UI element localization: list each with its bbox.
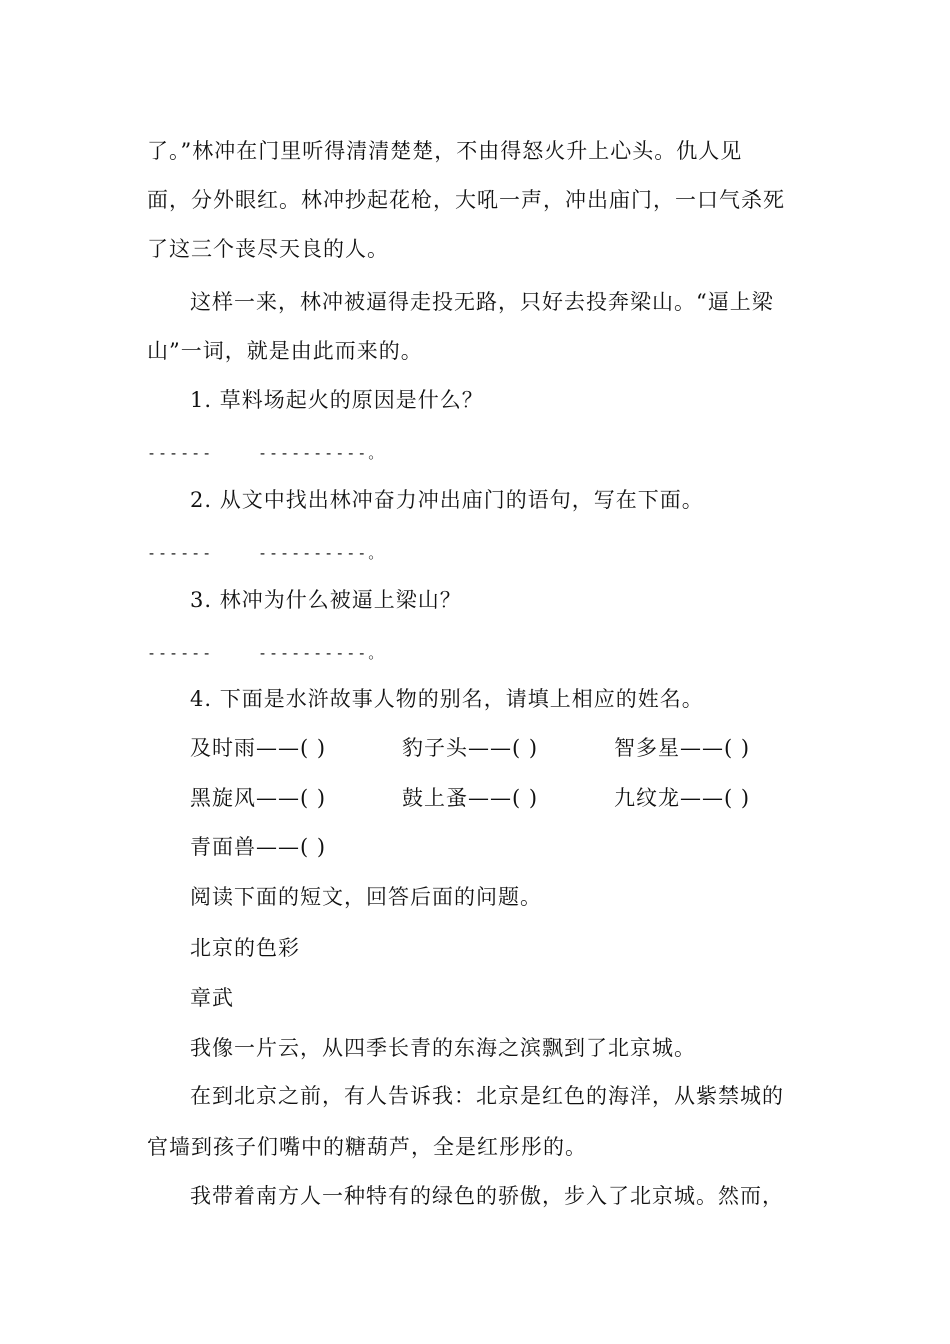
passage2-line: 我带着南方人一种特有的绿色的骄傲，步入了北京城。然而， — [190, 1184, 784, 1208]
passage2-line: 官墙到孩子们嘴中的糖葫芦，全是红彤彤的。 — [147, 1135, 587, 1159]
answer-blank-1-right[interactable]: ----------。 — [258, 444, 386, 462]
answer-blank-2-left[interactable]: ------ — [147, 544, 214, 562]
passage1-line: 了。”林冲在门里听得清清楚楚，不由得怒火升上心头。仇人见 — [147, 139, 743, 163]
passage1-line: 山”一词，就是由此而来的。 — [147, 339, 423, 363]
nickname-fill[interactable]: 九纹龙——( ) — [614, 786, 751, 810]
question-4: 4. 下面是水浒故事人物的别名，请填上相应的姓名。 — [190, 687, 704, 711]
passage1-line: 了这三个丧尽天良的人。 — [147, 237, 389, 261]
answer-blank-2-right[interactable]: ----------。 — [258, 544, 386, 562]
nickname-fill[interactable]: 黑旋风——( ) — [190, 786, 327, 810]
nickname-fill[interactable]: 豹子头——( ) — [402, 736, 539, 760]
answer-blank-3-left[interactable]: ------ — [147, 644, 214, 662]
passage2-line: 我像一片云，从四季长青的东海之滨飘到了北京城。 — [190, 1036, 696, 1060]
answer-blank-3-right[interactable]: ----------。 — [258, 644, 386, 662]
passage2-line: 在到北京之前，有人告诉我：北京是红色的海洋，从紫禁城的 — [190, 1084, 784, 1108]
nickname-fill[interactable]: 及时雨——( ) — [190, 736, 327, 760]
passage1-line: 面，分外眼红。林冲抄起花枪，大吼一声，冲出庙门，一口气杀死 — [147, 188, 785, 212]
nickname-fill[interactable]: 鼓上蚤——( ) — [402, 786, 539, 810]
article-author: 章武 — [190, 986, 234, 1010]
answer-blank-1-left[interactable]: ------ — [147, 444, 214, 462]
article-title: 北京的色彩 — [190, 936, 300, 960]
nickname-fill[interactable]: 智多星——( ) — [614, 736, 751, 760]
question-1: 1. 草料场起火的原因是什么？ — [190, 388, 484, 412]
nickname-fill[interactable]: 青面兽——( ) — [190, 835, 327, 859]
passage1-line: 这样一来，林冲被逼得走投无路，只好去投奔梁山。“逼上梁 — [190, 290, 774, 314]
question-2: 2. 从文中找出林冲奋力冲出庙门的语句，写在下面。 — [190, 488, 704, 512]
reading-instruction: 阅读下面的短文，回答后面的问题。 — [190, 885, 542, 909]
question-3: 3. 林冲为什么被逼上梁山？ — [190, 588, 462, 612]
